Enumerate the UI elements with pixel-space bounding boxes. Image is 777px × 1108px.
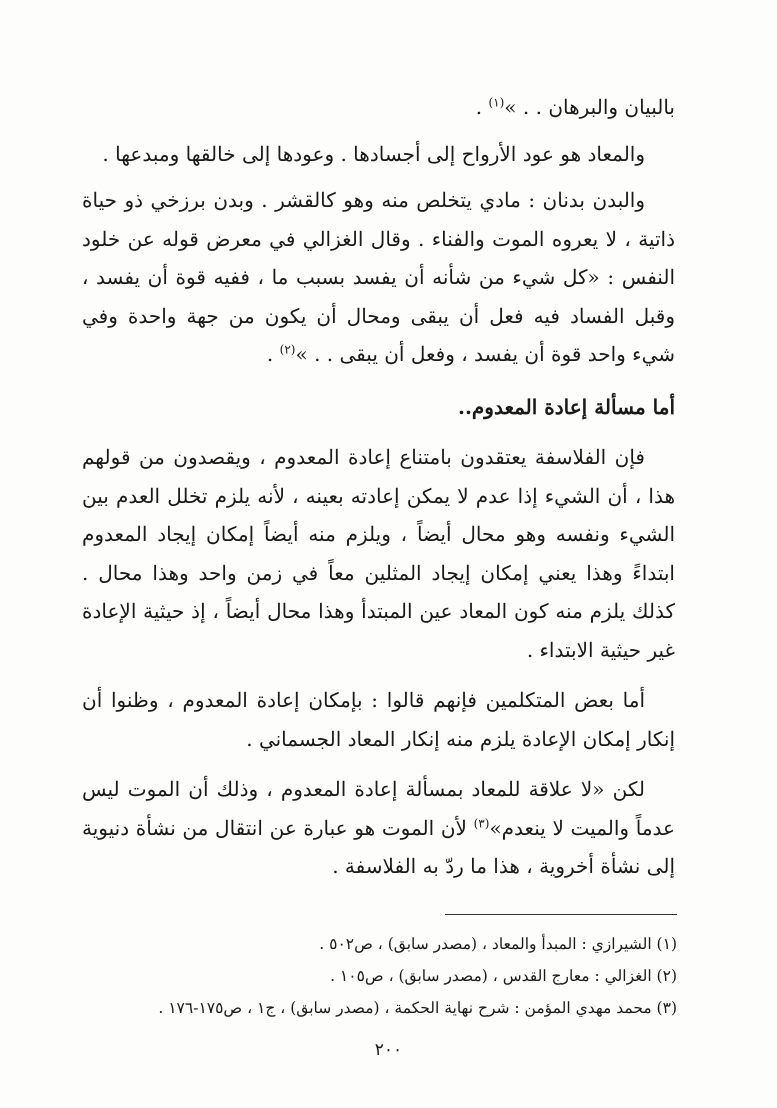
footnote-divider	[445, 914, 677, 915]
footnote-3: (٣) محمد مهدي المؤمن : شرح نهاية الحكمة ، (مصدر سابق) ، ج١ ، ص١٧٥-١٧٦ .	[158, 999, 677, 1017]
section-heading: أما مسألة إعادة المعدوم..	[457, 394, 675, 419]
footnote-ref-2: (٢)	[279, 342, 296, 357]
paragraph-1: بالبيان والبرهان . . »$^{(١)}$ .	[475, 95, 675, 119]
paragraph-4: فإن الفلاسفة يعتقدون بامتناع إعادة المعدوم ، ويقصدون من قولهم هذا ، أن الشيء إذا عدم لا يمكن إعادته بعينه ، لأنه يلزم تخلل العدم بين الشيء ونفسه وهو محال أيضاً ، ويلزم منه أيضاً إمكان إيجاد المعدوم ابتداءً وهذا يعني إمكان إيجاد المثلين معاً في زمن واحد وهذا محال . كذلك يلزم منه كون المعاد عين المبتدأ وهذا محال أيضاً ، إذ حيثية الإعادة غير حيثية الابتداء .	[82, 445, 675, 662]
footnote-1: (١) الشيرازي : المبدأ والمعاد ، (مصدر سابق) ، ص٥٠٢ .	[319, 935, 677, 953]
footnote-2: (٢) الغزالي : معارج القدس ، (مصدر سابق) ، ص١٠٥ .	[330, 967, 677, 985]
footnotes	[100, 928, 677, 1024]
page-number: ٢٠٠	[374, 1040, 403, 1060]
footnote-ref-1: (١)	[488, 95, 505, 110]
paragraph-5: أما بعض المتكلمين فإنهم قالوا : بإمكان إعادة المعدوم ، وظنوا أن إنكار إمكان الإعادة يلزم منه إنكار المعاد الجسماني .	[82, 688, 675, 751]
paragraph-2: والمعاد هو عود الأرواح إلى أجسادها . وعودها إلى خالقها ومبدعها .	[102, 141, 645, 166]
paragraph-6: لكن «لا علاقة للمعاد بمسألة إعادة المعدوم ، وذلك أن الموت ليس عدماً والميت لا ينعدم»$^{(٣)}$ لأن الموت هو عبارة عن انتقال من نشأة دنيوية إلى نشأة أخروية ، هذا ما ردّ به الفلاسفة .	[82, 777, 675, 878]
main-text	[82, 88, 675, 894]
footnote-ref-3: (٣)	[473, 815, 490, 830]
paragraph-3: والبدن بدنان : مادي يتخلص منه وهو كالقشر . وبدن برزخي ذو حياة ذاتية ، لا يعروه الموت والفناء . وقال الغزالي في معرض قوله عن خلود النفس : «كل شيء من شأنه أن يفسد بسبب ما ، ففيه قوة أن يفسد ، وقبل الفساد فيه فعل أن يبقى ومحال أن يكون من جهة واحدة وفي شيء واحد قوة أن يفسد ، وفعل أن يبقى . . »$^{(٢)}$ .	[82, 188, 675, 366]
